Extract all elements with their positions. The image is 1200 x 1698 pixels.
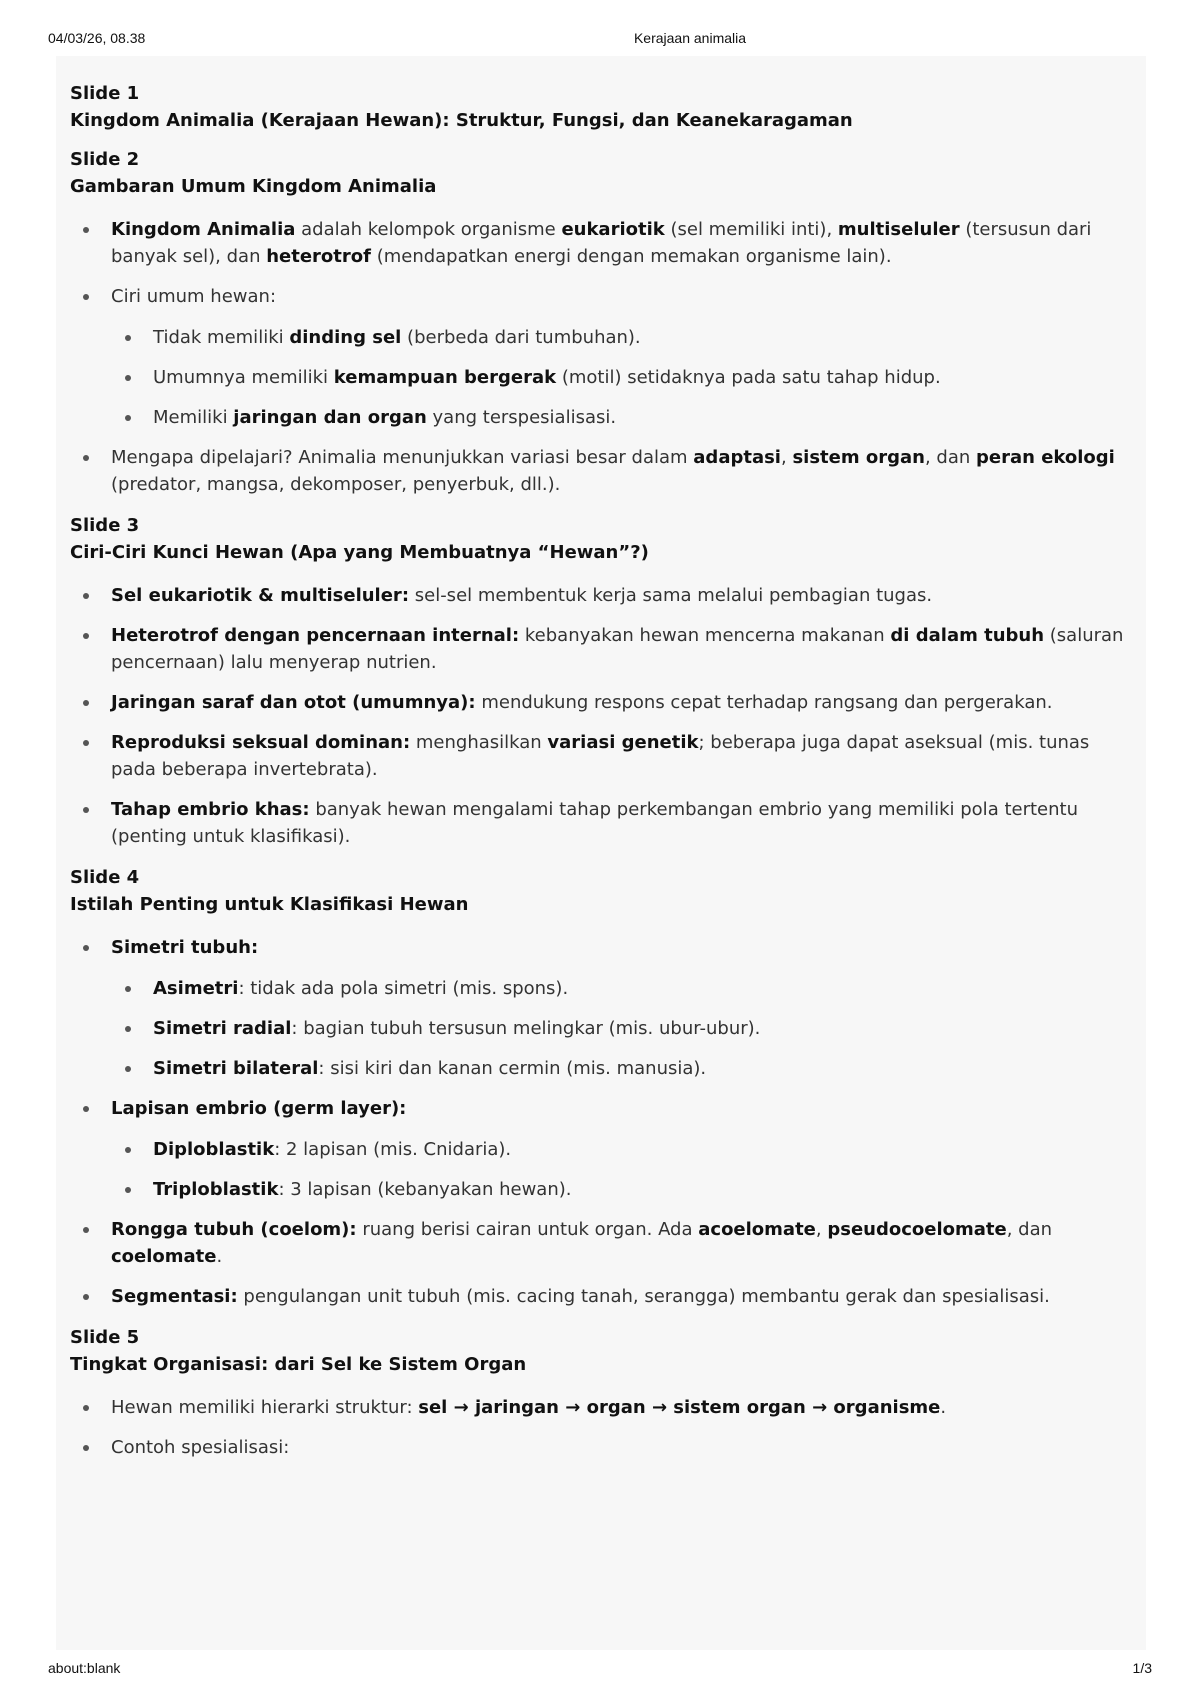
slide-4 <box>70 864 1132 1310</box>
print-url: about:blank <box>48 1660 121 1676</box>
list-item: Ciri umum hewan: Tidak memiliki dinding sel (berbeda dari tumbuhan). Umumnya memiliki kemampuan bergerak (motil) setidaknya pada satu tahap hidup. Memiliki jaringan dan organ yang terspesialisasi. <box>111 283 1132 431</box>
slide-title: Ciri-Ciri Kunci Hewan (Apa yang Membuatnya “Hewan”?) <box>70 542 649 563</box>
slide-label: Slide 1 <box>70 83 140 104</box>
list-item: Contoh spesialisasi: <box>111 1434 1132 1461</box>
slide-title: Tingkat Organisasi: dari Sel ke Sistem Organ <box>70 1354 527 1375</box>
sub-bullet-list <box>111 324 1132 431</box>
list-item: Rongga tubuh (coelom): ruang berisi cairan untuk organ. Ada acoelomate, pseudocoelomate, dan coelomate. <box>111 1216 1132 1270</box>
list-item: Simetri radial: bagian tubuh tersusun melingkar (mis. ubur-ubur). <box>153 1015 1132 1042</box>
slide-1 <box>70 80 1132 134</box>
bullet-list <box>70 216 1132 498</box>
slide-5 <box>70 1324 1132 1461</box>
print-header <box>0 30 1200 50</box>
print-datetime: 04/03/26, 08.38 <box>48 30 146 46</box>
list-item: Umumnya memiliki kemampuan bergerak (motil) setidaknya pada satu tahap hidup. <box>153 364 1132 391</box>
sub-bullet-list <box>111 1136 1132 1203</box>
bullet-list <box>70 1394 1132 1461</box>
list-item: Tidak memiliki dinding sel (berbeda dari tumbuhan). <box>153 324 1132 351</box>
list-item: Jaringan saraf dan otot (umumnya): mendukung respons cepat terhadap rangsang dan pergerakan. <box>111 689 1132 716</box>
slide-3 <box>70 512 1132 850</box>
list-item: Memiliki jaringan dan organ yang terspesialisasi. <box>153 404 1132 431</box>
slide-label: Slide 3 <box>70 515 140 536</box>
slide-label: Slide 2 <box>70 149 140 170</box>
bullet-list <box>70 582 1132 850</box>
slide-title: Kingdom Animalia (Kerajaan Hewan): Struktur, Fungsi, dan Keanekaragaman <box>70 110 853 131</box>
list-item: Hewan memiliki hierarki struktur: sel → jaringan → organ → sistem organ → organisme. <box>111 1394 1132 1421</box>
page-indicator: 1/3 <box>1132 1660 1152 1676</box>
list-item: Lapisan embrio (germ layer): Diploblastik: 2 lapisan (mis. Cnidaria). Triploblastik: 3 lapisan (kebanyakan hewan). <box>111 1095 1132 1203</box>
slide-title: Gambaran Umum Kingdom Animalia <box>70 176 437 197</box>
list-item: Tahap embrio khas: banyak hewan mengalami tahap perkembangan embrio yang memiliki pola tertentu (penting untuk klasifikasi). <box>111 796 1132 850</box>
list-item: Simetri bilateral: sisi kiri dan kanan cermin (mis. manusia). <box>153 1055 1132 1082</box>
list-item: Simetri tubuh: Asimetri: tidak ada pola simetri (mis. spons). Simetri radial: bagian tubuh tersusun melingkar (mis. ubur-ubur). Simetri bilateral: sisi kiri dan kanan cermin (mis. manusia). <box>111 934 1132 1082</box>
document-content <box>56 56 1146 1650</box>
sub-bullet-list <box>111 975 1132 1082</box>
slide-2 <box>70 146 1132 498</box>
list-item: Kingdom Animalia adalah kelompok organisme eukariotik (sel memiliki inti), multiseluler (tersusun dari banyak sel), dan heterotrof (mendapatkan energi dengan memakan organisme lain). <box>111 216 1132 270</box>
list-item: Mengapa dipelajari? Animalia menunjukkan variasi besar dalam adaptasi, sistem organ, dan peran ekologi (predator, mangsa, dekomposer, penyerbuk, dll.). <box>111 444 1132 498</box>
list-item: Segmentasi: pengulangan unit tubuh (mis. cacing tanah, serangga) membantu gerak dan spesialisasi. <box>111 1283 1132 1310</box>
list-item: Asimetri: tidak ada pola simetri (mis. spons). <box>153 975 1132 1002</box>
list-item: Reproduksi seksual dominan: menghasilkan variasi genetik; beberapa juga dapat aseksual (mis. tunas pada beberapa invertebrata). <box>111 729 1132 783</box>
list-item: Triploblastik: 3 lapisan (kebanyakan hewan). <box>153 1176 1132 1203</box>
bullet-list <box>70 934 1132 1310</box>
print-document-title: Kerajaan animalia <box>633 30 747 46</box>
slide-title: Istilah Penting untuk Klasifikasi Hewan <box>70 894 469 915</box>
print-footer <box>0 1660 1200 1680</box>
slide-label: Slide 5 <box>70 1327 140 1348</box>
list-item: Sel eukariotik & multiseluler: sel-sel membentuk kerja sama melalui pembagian tugas. <box>111 582 1132 609</box>
list-item: Heterotrof dengan pencernaan internal: kebanyakan hewan mencerna makanan di dalam tubuh (saluran pencernaan) lalu menyerap nutrien. <box>111 622 1132 676</box>
slide-label: Slide 4 <box>70 867 140 888</box>
list-item: Diploblastik: 2 lapisan (mis. Cnidaria). <box>153 1136 1132 1163</box>
